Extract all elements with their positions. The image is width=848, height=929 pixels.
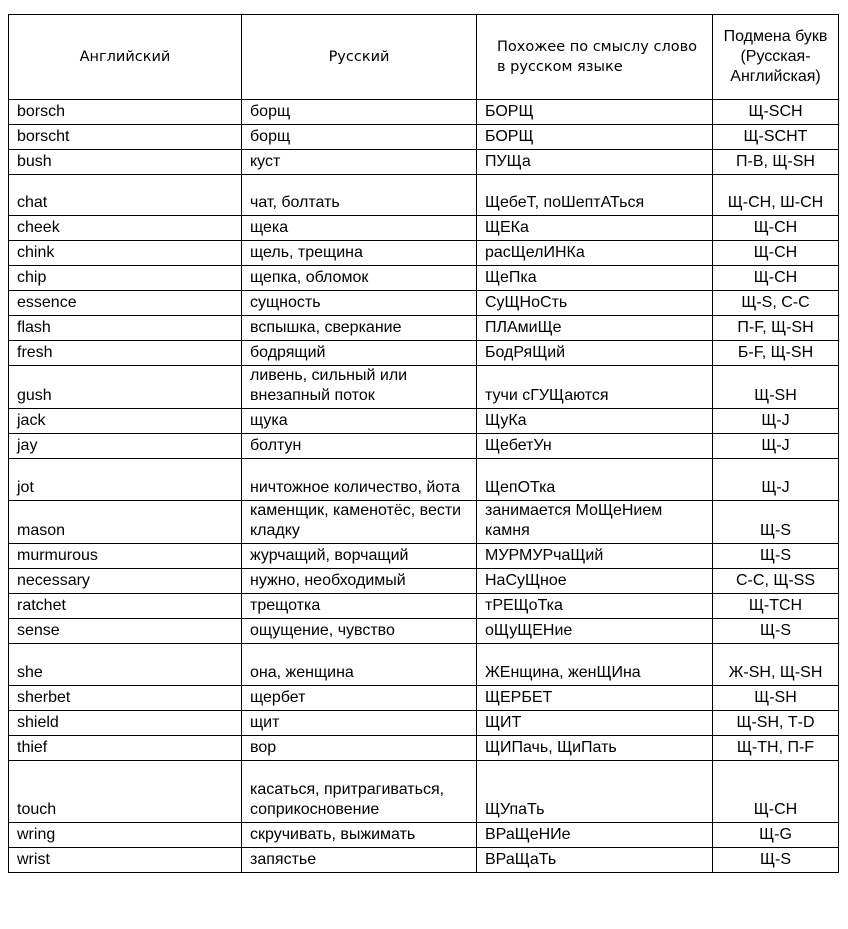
table-row xyxy=(9,150,839,175)
russian-translation: болтун xyxy=(242,434,477,459)
table-row xyxy=(9,761,839,823)
header-letter-substitution: Подмена букв (Русская-Английская) xyxy=(713,15,839,100)
english-word: chip xyxy=(9,266,242,291)
table-row xyxy=(9,409,839,434)
table-body xyxy=(9,100,839,873)
letter-substitution: Щ-CH xyxy=(713,266,839,291)
letter-substitution: Щ-J xyxy=(713,409,839,434)
english-word: wrist xyxy=(9,848,242,873)
similar-russian-word: БОРЩ xyxy=(477,125,713,150)
russian-translation: ничтожное количество, йота xyxy=(242,459,477,501)
table-row xyxy=(9,711,839,736)
english-word: shield xyxy=(9,711,242,736)
russian-translation: бодрящий xyxy=(242,341,477,366)
table-row xyxy=(9,848,839,873)
letter-substitution: Щ-SH xyxy=(713,366,839,409)
letter-substitution: Щ-CH xyxy=(713,216,839,241)
russian-translation: каменщик, каменотёс, вести кладку xyxy=(242,501,477,544)
english-word: flash xyxy=(9,316,242,341)
letter-substitution: Щ-S xyxy=(713,848,839,873)
russian-translation: скручивать, выжимать xyxy=(242,823,477,848)
russian-translation: щербет xyxy=(242,686,477,711)
russian-translation: щит xyxy=(242,711,477,736)
russian-translation: трещотка xyxy=(242,594,477,619)
similar-russian-word: ЩУпаТь xyxy=(477,761,713,823)
table-row xyxy=(9,686,839,711)
russian-translation: нужно, необходимый xyxy=(242,569,477,594)
russian-translation: борщ xyxy=(242,125,477,150)
table-row xyxy=(9,175,839,216)
similar-russian-word: БодРяЩий xyxy=(477,341,713,366)
english-word: chink xyxy=(9,241,242,266)
english-word: jot xyxy=(9,459,242,501)
russian-translation: борщ xyxy=(242,100,477,125)
similar-russian-word: тРЕЩоТка xyxy=(477,594,713,619)
russian-translation: чат, болтать xyxy=(242,175,477,216)
table-row xyxy=(9,736,839,761)
table-row xyxy=(9,100,839,125)
table-row xyxy=(9,619,839,644)
similar-russian-word: расЩелИНКа xyxy=(477,241,713,266)
table-row xyxy=(9,241,839,266)
similar-russian-word: ЩЕРБЕТ xyxy=(477,686,713,711)
table-row xyxy=(9,316,839,341)
russian-translation: щепка, обломок xyxy=(242,266,477,291)
letter-substitution: Щ-CH xyxy=(713,761,839,823)
letter-substitution: Щ-SH xyxy=(713,686,839,711)
table-row xyxy=(9,216,839,241)
russian-translation: журчащий, ворчащий xyxy=(242,544,477,569)
similar-russian-word: ЩебеТ, поШептАТься xyxy=(477,175,713,216)
russian-translation: вор xyxy=(242,736,477,761)
similar-russian-word: ВРаЩаТь xyxy=(477,848,713,873)
table-row xyxy=(9,434,839,459)
header-russian: Русский xyxy=(242,15,477,100)
russian-translation: она, женщина xyxy=(242,644,477,686)
english-word: thief xyxy=(9,736,242,761)
header-similar-word: Похожее по смыслу слово в русском языке xyxy=(477,15,713,100)
english-word: fresh xyxy=(9,341,242,366)
letter-substitution: Щ-S, С-С xyxy=(713,291,839,316)
english-word: necessary xyxy=(9,569,242,594)
letter-substitution: Щ-SH, Т-D xyxy=(713,711,839,736)
english-word: jay xyxy=(9,434,242,459)
english-word: touch xyxy=(9,761,242,823)
letter-substitution: Щ-S xyxy=(713,619,839,644)
table-row xyxy=(9,291,839,316)
letter-substitution: Щ-SCHT xyxy=(713,125,839,150)
table-row xyxy=(9,569,839,594)
similar-russian-word: ЩЕКа xyxy=(477,216,713,241)
letter-substitution: С-С, Щ-SS xyxy=(713,569,839,594)
similar-russian-word: оЩуЩЕНие xyxy=(477,619,713,644)
similar-russian-word: ЩИТ xyxy=(477,711,713,736)
english-word: borscht xyxy=(9,125,242,150)
header-row xyxy=(9,15,839,100)
table-row xyxy=(9,459,839,501)
letter-substitution: П-В, Щ-SH xyxy=(713,150,839,175)
english-word: she xyxy=(9,644,242,686)
similar-russian-word: ВРаЩеНИе xyxy=(477,823,713,848)
russian-translation: запястье xyxy=(242,848,477,873)
russian-translation: щука xyxy=(242,409,477,434)
english-word: ratchet xyxy=(9,594,242,619)
table-row xyxy=(9,341,839,366)
similar-russian-word: тучи сГУЩаются xyxy=(477,366,713,409)
english-word: gush xyxy=(9,366,242,409)
table-row xyxy=(9,594,839,619)
letter-substitution: П-F, Щ-SH xyxy=(713,316,839,341)
similar-russian-word: МУРМУРчаЩий xyxy=(477,544,713,569)
letter-substitution: Щ-TCH xyxy=(713,594,839,619)
english-word: murmurous xyxy=(9,544,242,569)
letter-substitution: Щ-CH xyxy=(713,241,839,266)
english-word: wring xyxy=(9,823,242,848)
letter-substitution: Щ-SCH xyxy=(713,100,839,125)
similar-russian-word: ЩепОТка xyxy=(477,459,713,501)
english-word: sense xyxy=(9,619,242,644)
header-english: Английский xyxy=(9,15,242,100)
russian-translation: ощущение, чувство xyxy=(242,619,477,644)
similar-russian-word: НаСуЩное xyxy=(477,569,713,594)
english-word: essence xyxy=(9,291,242,316)
english-word: bush xyxy=(9,150,242,175)
english-word: sherbet xyxy=(9,686,242,711)
english-word: chat xyxy=(9,175,242,216)
letter-substitution: Щ-J xyxy=(713,434,839,459)
similar-russian-word: ЩИПачь, ЩиПать xyxy=(477,736,713,761)
similar-russian-word: занимается МоЩеНием камня xyxy=(477,501,713,544)
russian-translation: щека xyxy=(242,216,477,241)
similar-russian-word: БОРЩ xyxy=(477,100,713,125)
letter-substitution: Ж-SH, Щ-SH xyxy=(713,644,839,686)
table-row xyxy=(9,366,839,409)
russian-translation: щель, трещина xyxy=(242,241,477,266)
similar-russian-word: ЖЕнщина, женЩИна xyxy=(477,644,713,686)
letter-substitution: Щ-S xyxy=(713,501,839,544)
english-word: jack xyxy=(9,409,242,434)
letter-substitution: Б-F, Щ-SH xyxy=(713,341,839,366)
russian-translation: куст xyxy=(242,150,477,175)
letter-substitution: Щ-CH, Ш-CH xyxy=(713,175,839,216)
similar-russian-word: ПУЩа xyxy=(477,150,713,175)
table-row xyxy=(9,644,839,686)
similar-russian-word: ЩебетУн xyxy=(477,434,713,459)
table-row xyxy=(9,823,839,848)
similar-russian-word: СуЩНоСть xyxy=(477,291,713,316)
russian-translation: сущность xyxy=(242,291,477,316)
similar-russian-word: ЩуКа xyxy=(477,409,713,434)
letter-substitution: Щ-G xyxy=(713,823,839,848)
english-word: cheek xyxy=(9,216,242,241)
letter-substitution: Щ-J xyxy=(713,459,839,501)
letter-substitution: Щ-TH, П-F xyxy=(713,736,839,761)
table-row xyxy=(9,125,839,150)
word-table xyxy=(8,14,839,873)
similar-russian-word: ПЛАмиЩе xyxy=(477,316,713,341)
russian-translation: вспышка, сверкание xyxy=(242,316,477,341)
english-word: borsch xyxy=(9,100,242,125)
russian-translation: ливень, сильный или внезапный поток xyxy=(242,366,477,409)
table-row xyxy=(9,544,839,569)
table-row xyxy=(9,266,839,291)
english-word: mason xyxy=(9,501,242,544)
similar-russian-word: ЩеПка xyxy=(477,266,713,291)
russian-translation: касаться, притрагиваться, соприкосновение xyxy=(242,761,477,823)
table-row xyxy=(9,501,839,544)
letter-substitution: Щ-S xyxy=(713,544,839,569)
